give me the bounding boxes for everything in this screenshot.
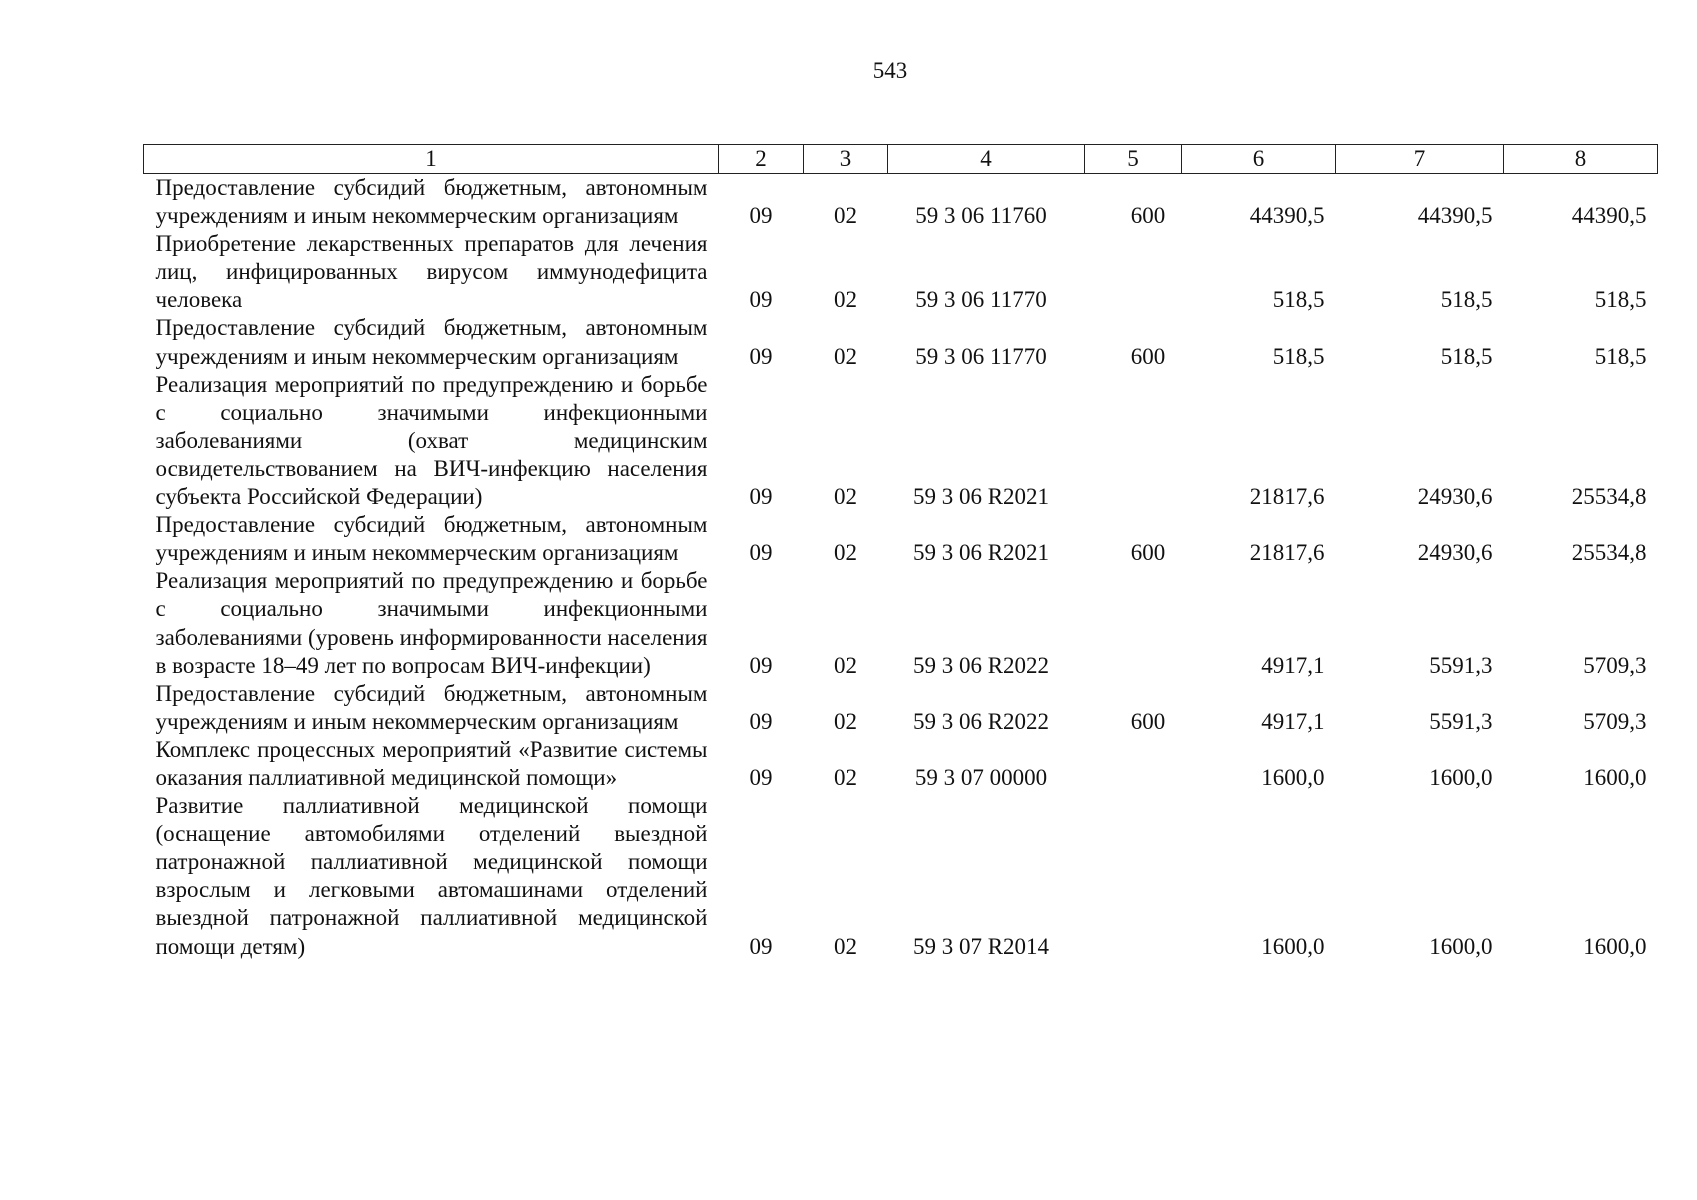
section-code: 09 [749,343,773,369]
section-code: 09 [749,708,773,734]
expense-type-code [1085,792,1182,961]
expense-type-code: 600 [1130,708,1166,734]
column-header-2: 2 [719,145,804,174]
column-header-4: 4 [888,145,1085,174]
amount-col7: 1600,0 [1429,933,1493,959]
table-row [144,567,1658,679]
column-header-5: 5 [1085,145,1182,174]
amount-col7: 1600,0 [1429,764,1493,790]
expense-type-code: 600 [1130,540,1166,566]
amount-col7: 44390,5 [1417,203,1493,229]
amount-col8: 5709,3 [1583,708,1647,734]
column-header-6: 6 [1182,145,1336,174]
amount-col8: 1600,0 [1583,764,1647,790]
item-name: Предоставление субсидий бюджетным, автономным учреждениям и иным некоммерческим организациям [155,512,708,566]
subsection-code: 02 [834,203,857,229]
column-header-3: 3 [804,145,888,174]
subsection-code: 02 [834,933,857,959]
amount-col8: 518,5 [1594,343,1647,369]
section-code: 09 [749,764,773,790]
amount-col6: 1600,0 [1261,933,1325,959]
target-article-code: 59 3 06 11770 [915,343,1047,369]
column-header-1: 1 [144,145,719,174]
item-name: Предоставление субсидий бюджетным, автономным учреждениям и иным некоммерческим организациям [155,175,708,229]
subsection-code: 02 [834,484,857,510]
table-row [144,314,1658,370]
expense-type-code [1085,230,1182,314]
header-row [144,145,1658,174]
amount-col8: 25534,8 [1571,540,1647,566]
amount-col7: 518,5 [1440,287,1493,313]
amount-col8: 5709,3 [1583,652,1647,678]
subsection-code: 02 [834,652,857,678]
amount-col6: 518,5 [1272,343,1325,369]
target-article-code: 59 3 06 11760 [915,203,1047,229]
subsection-code: 02 [834,287,857,313]
item-name: Реализация мероприятий по предупреждению и борьбе с социально значимыми инфекционными заболеваниями (уровень информированности населения в возрасте 18–49 лет по вопросам ВИЧ-инфекции) [155,568,708,678]
table-row [144,230,1658,314]
target-article-code: 59 3 06 11770 [915,287,1047,313]
section-code: 09 [749,287,773,313]
section-code: 09 [749,933,773,959]
column-header-7: 7 [1336,145,1504,174]
table-row [144,371,1658,511]
table-row [144,511,1658,567]
subsection-code: 02 [834,764,857,790]
item-name: Предоставление субсидий бюджетным, автономным учреждениям и иным некоммерческим организациям [155,315,708,369]
column-header-8: 8 [1504,145,1658,174]
amount-col6: 44390,5 [1249,203,1325,229]
section-code: 09 [749,652,773,678]
amount-col7: 5591,3 [1429,652,1493,678]
subsection-code: 02 [834,540,857,566]
amount-col7: 5591,3 [1429,708,1493,734]
target-article-code: 59 3 07 00000 [914,764,1048,790]
target-article-code: 59 3 07 R2014 [912,933,1050,959]
amount-col7: 24930,6 [1417,540,1493,566]
amount-col7: 518,5 [1440,343,1493,369]
amount-col7: 24930,6 [1417,484,1493,510]
expense-type-code: 600 [1130,343,1166,369]
page-number: 543 [872,58,908,83]
section-code: 09 [749,203,773,229]
table-row [144,792,1658,961]
amount-col8: 25534,8 [1571,484,1647,510]
amount-col6: 4917,1 [1261,652,1325,678]
table-body [144,174,1658,961]
expense-type-code [1085,371,1182,511]
expense-type-code [1085,567,1182,679]
target-article-code: 59 3 06 R2022 [912,652,1050,678]
item-name: Развитие паллиативной медицинской помощи (оснащение автомобилями отделений выездной патронажной паллиативной медицинской помощи взрослым и легковыми автомашинами отделений выездной патронажной паллиативной медицинской помощи детям) [155,793,708,959]
subsection-code: 02 [834,708,857,734]
item-name: Реализация мероприятий по предупреждению и борьбе с социально значимыми инфекционными заболеваниями (охват медицинским освидетельствованием на ВИЧ-инфекцию населения субъекта Российской Федерации) [155,371,708,510]
target-article-code: 59 3 06 R2022 [912,708,1050,734]
item-name: Предоставление субсидий бюджетным, автономным учреждениям и иным некоммерческим организациям [155,680,708,734]
amount-col8: 518,5 [1594,287,1647,313]
section-code: 09 [749,484,773,510]
target-article-code: 59 3 06 R2021 [912,540,1050,566]
item-name: Комплекс процессных мероприятий «Развитие системы оказания паллиативной медицинской помощи» [155,736,708,790]
table-row [144,680,1658,736]
amount-col8: 44390,5 [1571,203,1647,229]
amount-col6: 21817,6 [1249,484,1325,510]
amount-col8: 1600,0 [1583,933,1647,959]
amount-col6: 4917,1 [1261,708,1325,734]
table-row [144,174,1658,231]
subsection-code: 02 [834,343,857,369]
item-name: Приобретение лекарственных препаратов для лечения лиц, инфицированных вирусом иммунодефицита человека [155,231,708,313]
amount-col6: 21817,6 [1249,540,1325,566]
table-header [144,145,1658,174]
budget-table [143,144,1658,961]
expense-type-code: 600 [1130,203,1166,229]
amount-col6: 518,5 [1272,287,1325,313]
amount-col6: 1600,0 [1261,764,1325,790]
target-article-code: 59 3 06 R2021 [912,484,1050,510]
section-code: 09 [749,540,773,566]
expense-type-code [1085,736,1182,792]
table-row [144,736,1658,792]
